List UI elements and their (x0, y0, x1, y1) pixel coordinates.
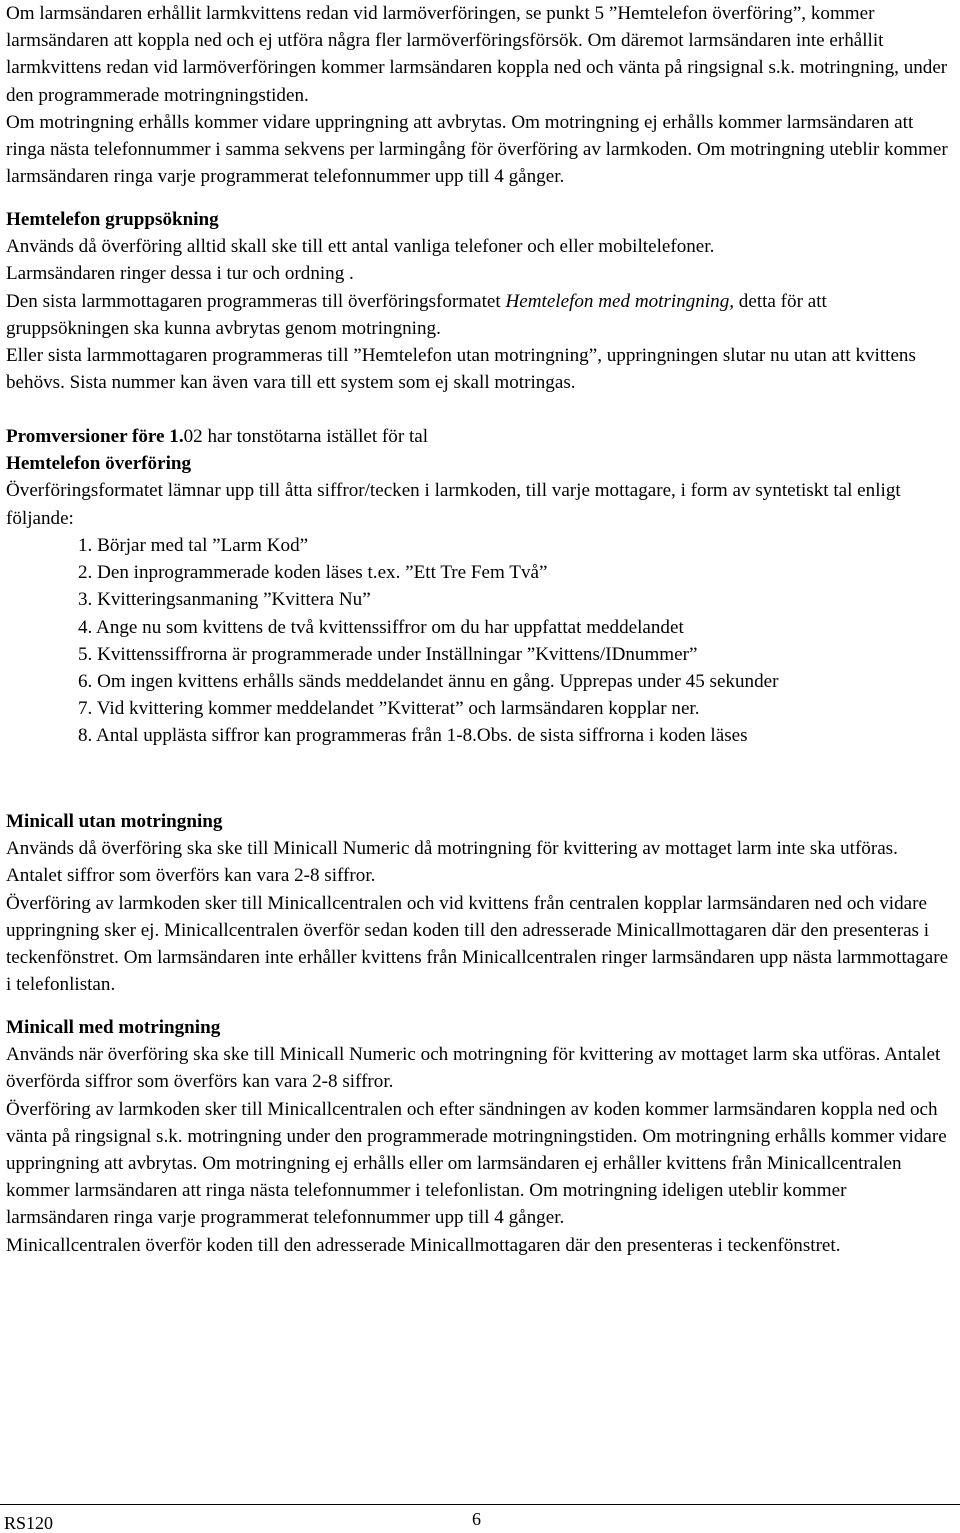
promversioner-heading (6, 423, 952, 450)
step-item: 7. Vid kvittering kommer meddelandet ”Kvitterat” och larmsändaren kopplar ner. (78, 698, 700, 720)
gruppsokning-paragraph-3 (6, 288, 952, 342)
gruppsokning-paragraph-2: Larmsändaren ringer dessa i tur och ordning . (6, 263, 354, 285)
footer-rule (0, 1504, 960, 1505)
hemtelefon-overforing-heading: Hemtelefon överföring (6, 453, 192, 475)
promversioner-paragraph-1: Överföringsformatet lämnar upp till åtta siffror/tecken i larmkoden, till varje mottagare, i form av syntetiskt tal enligt följande: (6, 480, 901, 529)
minicall-med-section (6, 1014, 952, 1259)
gruppsokning-p3-after: detta för att gruppsökningen ska kunna avbrytas genom motringning. (6, 290, 827, 339)
step-item: 3. Kvitteringsanmaning ”Kvittera Nu” (78, 589, 371, 611)
step-item: 2. Den inprogrammerade koden läses t.ex. ”Ett Tre Fem Två” (78, 562, 548, 584)
minicall-med-paragraph-2: Överföring av larmkoden sker till Minicallcentralen och efter sändningen av koden kommer larmsändaren koppla ned och vänta på ringsignal s.k. motringning under den programmerade motringningstiden. Om motringning erhålls kommer vidare uppringning att avbrytas. Om motringning ej erhålls eller om larmsändaren ej erhåller kvittens från Minicallcentralen kommer larmsändaren att ringa nästa telefonnummer i telefonlistan. Om motringning ideligen uteblir kommer larmsändaren ringa varje programmerat telefonnummer upp till 4 gånger. (6, 1098, 947, 1229)
minicall-med-paragraph-3: Minicallcentralen överför koden till den adresserade Minicallmottagaren där den presenteras i teckenfönstret. (6, 1234, 841, 1256)
steps-list (78, 532, 952, 750)
gruppsokning-p3-before: Den sista larmmottagaren programmeras till överföringsformatet (6, 290, 506, 312)
minicall-utan-paragraph-2: Antalet siffror som överförs kan vara 2-8 siffror. (6, 865, 376, 887)
promversioner-section (6, 423, 952, 532)
step-item: 1. Börjar med tal ”Larm Kod” (78, 535, 309, 556)
minicall-med-paragraph-1: Används när överföring ska ske till Minicall Numeric och motringning för kvittering av mottaget larm ska utföras. Antalet överförda siffror som överförs kan vara 2-8 siffror. (6, 1044, 941, 1093)
minicall-med-heading: Minicall med motringning (6, 1017, 221, 1038)
minicall-utan-section (6, 808, 952, 998)
step-item: 6. Om ingen kvittens erhålls sänds meddelandet ännu en gång. Upprepas under 45 sekunder (78, 671, 779, 693)
step-item: 8. Antal upplästa siffror kan programmeras från 1-8.Obs. de sista siffrorna i koden läses (78, 725, 748, 747)
gruppsokning-section (6, 206, 952, 396)
promversioner-heading-bold: Promversioner före 1. (6, 426, 184, 447)
minicall-utan-heading: Minicall utan motringning (6, 811, 223, 832)
gruppsokning-heading: Hemtelefon gruppsökning (6, 209, 219, 230)
minicall-utan-paragraph-3: Överföring av larmkoden sker till Minicallcentralen och vid kvittens från centralen kopplar larmsändaren ned och vidare uppringning sker ej. Minicallcentralen överför sedan koden till den adresserade Minicallmottagaren där den presenteras i teckenfönstret. Om larmsändaren inte erhåller kvittens från Minicallcentralen ringer larmsändaren upp nästa larmmottagare i telefonlistan. (6, 892, 949, 996)
gruppsokning-paragraph-4: Eller sista larmmottagaren programmeras till ”Hemtelefon utan motringning”, uppringningen slutar nu utan att kvittens behövs. Sista nummer kan även vara till ett system som ej skall motringas. (6, 345, 916, 394)
footer-page-number: 6 (472, 1509, 481, 1529)
promversioner-heading-rest: 02 har tonstötarna istället för tal (183, 426, 429, 447)
intro-paragraph-1: Om larmsändaren erhållit larmkvittens redan vid larmöverföringen, se punkt 5 ”Hemtelefon överföring”, kommer larmsändaren att koppla ned och ej utföra några fler larmöverföringsförsök. Om däremot larmsändaren inte erhållit larmkvittens redan vid larmöverföringen kommer larmsändaren koppla ned och vänta på ringsignal s.k. motringning, under den programmerade motringningstiden. (6, 3, 948, 106)
intro-paragraph-2: Om motringning erhålls kommer vidare uppringning att avbrytas. Om motringning ej erhålls kommer larmsändaren att ringa nästa telefonnummer i samma sekvens per larmingång för överföring av larmkoden. Om motringning uteblir kommer larmsändaren ringa varje programmerat telefonnummer upp till 4 gånger. (6, 111, 948, 188)
minicall-utan-paragraph-1: Används då överföring ska ske till Minicall Numeric då motringning för kvittering av mottaget larm inte ska utföras. (6, 838, 898, 860)
step-item: 4. Ange nu som kvittens de två kvittenssiffror om du har uppfattat meddelandet (78, 616, 684, 638)
gruppsokning-p3-italic: Hemtelefon med motringning, (505, 290, 735, 312)
step-item: 5. Kvittenssiffrorna är programmerade under Inställningar ”Kvittens/IDnummer” (78, 643, 698, 665)
gruppsokning-paragraph-1: Används då överföring alltid skall ske till ett antal vanliga telefoner och eller mobiltelefoner. (6, 236, 715, 258)
intro-section (6, 0, 952, 190)
footer-doc-id: RS120 (4, 1513, 54, 1533)
